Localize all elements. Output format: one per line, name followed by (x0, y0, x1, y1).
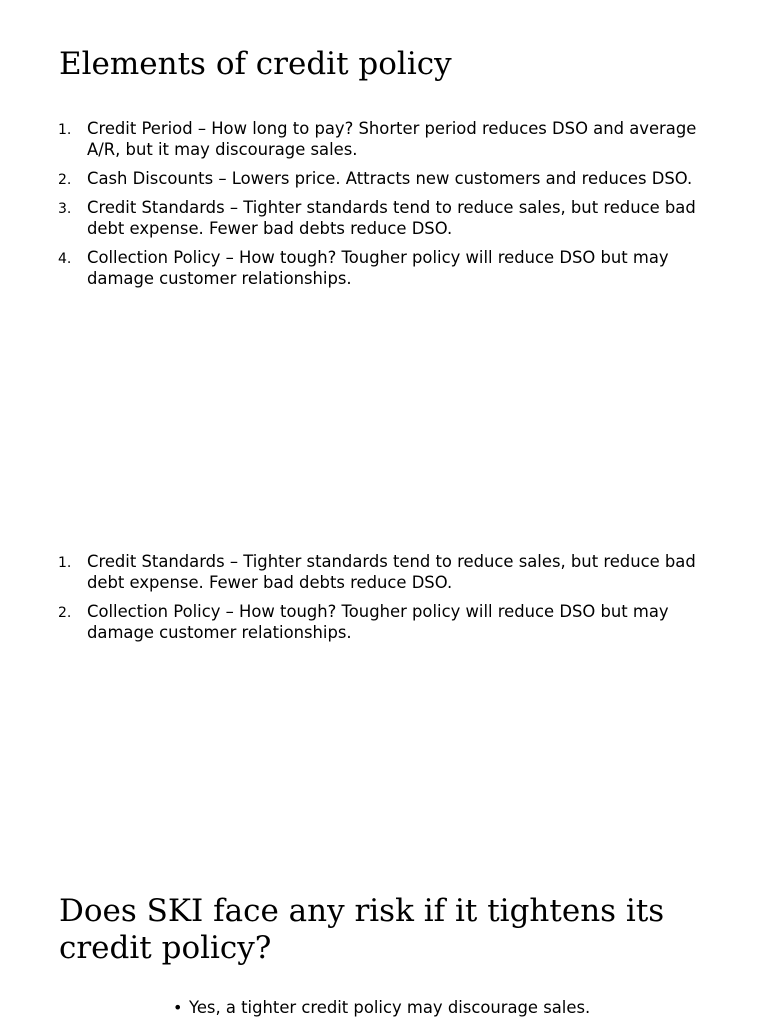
list-item (0, 197, 768, 239)
slide-title-credit-policy: Elements of credit policy (59, 46, 452, 82)
ski-risk-bullet-list (0, 996, 768, 1020)
list-item (0, 551, 768, 593)
list-item-number: 2. (58, 172, 72, 188)
list-item (0, 601, 768, 643)
bullet-icon: • (173, 998, 183, 1017)
bullet-text: Yes, a tighter credit policy may discourage sales. (189, 998, 591, 1017)
list-item-number: 1. (58, 555, 72, 571)
list-item-number: 4. (58, 251, 72, 267)
list-item-text: Collection Policy – How tough? Tougher policy will reduce DSO but may damage customer relationships. (87, 248, 669, 288)
slide-title-ski-risk: Does SKI face any risk if it tightens its credit policy? (59, 893, 665, 966)
list-item-number: 2. (58, 605, 72, 621)
list-item-text: Credit Standards – Tighter standards tend to reduce sales, but reduce bad debt expense. Fewer bad debts reduce DSO. (87, 552, 696, 592)
list-item-number: 3. (58, 201, 72, 217)
credit-policy-elements-list (0, 118, 768, 297)
list-item-text: Credit Period – How long to pay? Shorter period reduces DSO and average A/R, but it may discourage sales. (87, 119, 697, 159)
credit-standards-list (0, 551, 768, 651)
bullet-item (0, 996, 768, 1020)
list-item-text: Credit Standards – Tighter standards tend to reduce sales, but reduce bad debt expense. Fewer bad debts reduce DSO. (87, 198, 696, 238)
list-item-text: Cash Discounts – Lowers price. Attracts new customers and reduces DSO. (87, 169, 693, 188)
list-item (0, 118, 768, 160)
list-item (0, 247, 768, 289)
list-item-text: Collection Policy – How tough? Tougher policy will reduce DSO but may damage customer relationships. (87, 602, 669, 642)
list-item-number: 1. (58, 122, 72, 138)
list-item (0, 168, 768, 189)
